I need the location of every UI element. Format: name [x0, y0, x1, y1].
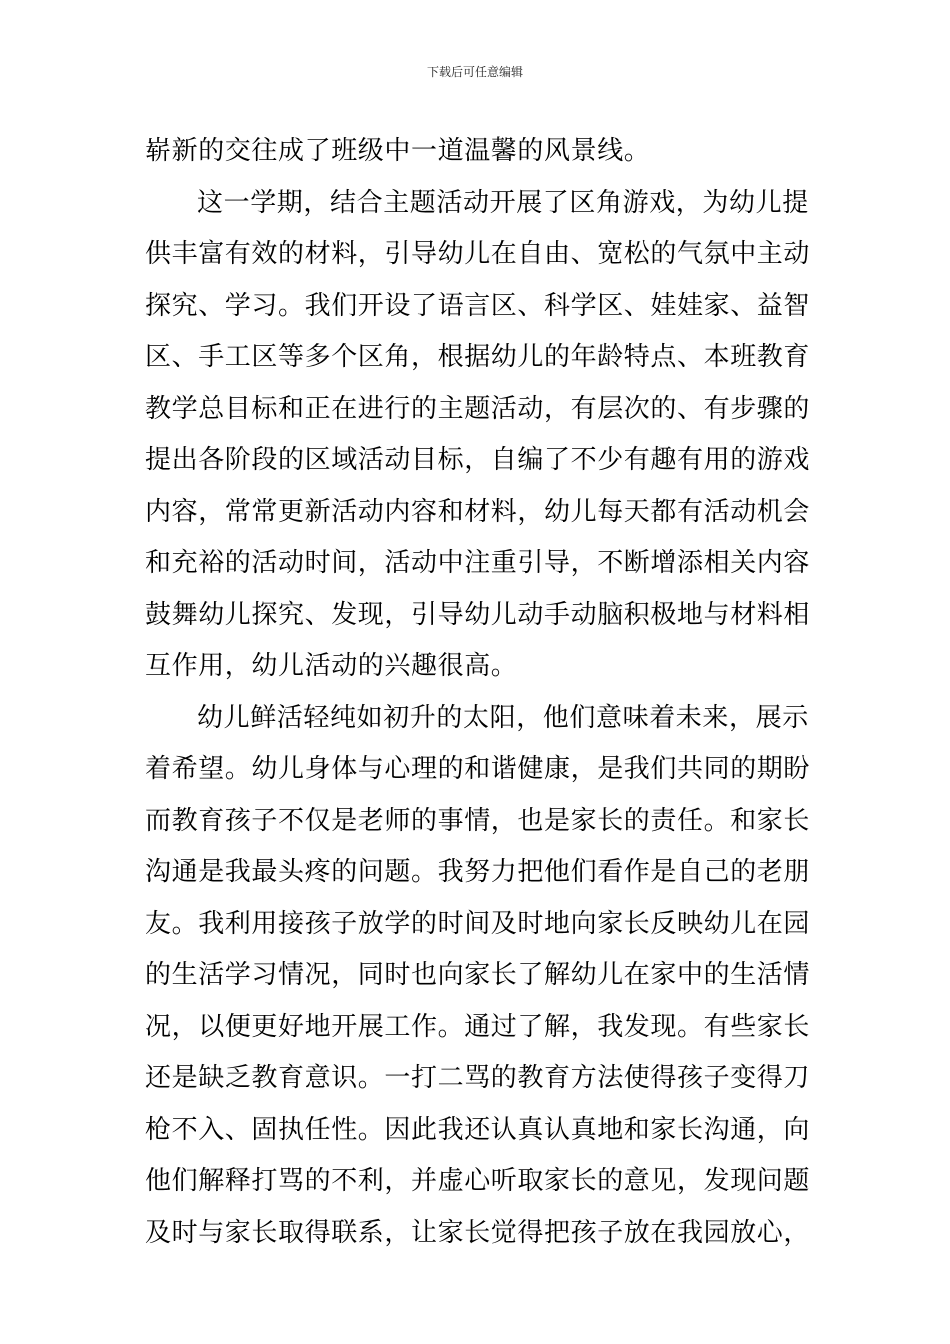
text-line: 况，以便更好地开展工作。通过了解，我发现。有些家长 [145, 1011, 811, 1042]
paragraph-start-line: 这一学期，结合主题活动开展了区角游戏，为幼儿提 [197, 187, 809, 218]
text-line: 及时与家长取得联系，让家长觉得把孩子放在我园放心， [145, 1217, 811, 1248]
text-line: 沟通是我最头疼的问题。我努力把他们看作是自己的老朋 [145, 857, 811, 887]
text-line: 还是缺乏教育意识。一打二骂的教育方法使得孩子变得刀 [145, 1063, 811, 1093]
text-line: 探究、学习。我们开设了语言区、科学区、娃娃家、益智 [145, 290, 811, 321]
text-line: 内容，常常更新活动内容和材料，幼儿每天都有活动机会 [145, 496, 811, 527]
text-line: 互作用，幼儿活动的兴趣很高。 [145, 651, 518, 681]
page-header: 下载后可任意编辑 [426, 65, 523, 79]
text-line: 友。我利用接孩子放学的时间及时地向家长反映幼儿在园 [145, 908, 811, 939]
text-line: 区、手工区等多个区角，根据幼儿的年龄特点、本班教育 [145, 342, 811, 372]
text-line: 教学总目标和正在进行的主题活动，有层次的、有步骤的 [145, 393, 811, 424]
text-line: 枪不入、固执任性。因此我还认真认真地和家长沟通，向 [145, 1114, 811, 1145]
paragraph-start-line: 幼儿鲜活轻纯如初升的太阳，他们意味着未来，展示 [197, 702, 809, 733]
text-line: 提出各阶段的区域活动目标，自编了不少有趣有用的游戏 [145, 445, 811, 475]
document-body [145, 126, 809, 1259]
text-line: 他们解释打骂的不利，并虚心听取家长的意见，发现问题 [145, 1166, 811, 1196]
text-line: 的生活学习情况，同时也向家长了解幼儿在家中的生活情 [145, 960, 811, 990]
text-line: 鼓舞幼儿探究、发现，引导幼儿动手动脑积极地与材料相 [145, 599, 811, 630]
text-line: 和充裕的活动时间，活动中注重引导，不断增添相关内容 [145, 548, 811, 578]
text-line: 而教育孩子不仅是老师的事情，也是家长的责任。和家长 [145, 805, 811, 836]
text-line: 着希望。幼儿身体与心理的和谐健康，是我们共同的期盼 [145, 754, 811, 784]
text-line: 崭新的交往成了班级中一道温馨的风景线。 [145, 136, 651, 166]
text-line: 供丰富有效的材料，引导幼儿在自由、宽松的气氛中主动 [145, 239, 811, 269]
